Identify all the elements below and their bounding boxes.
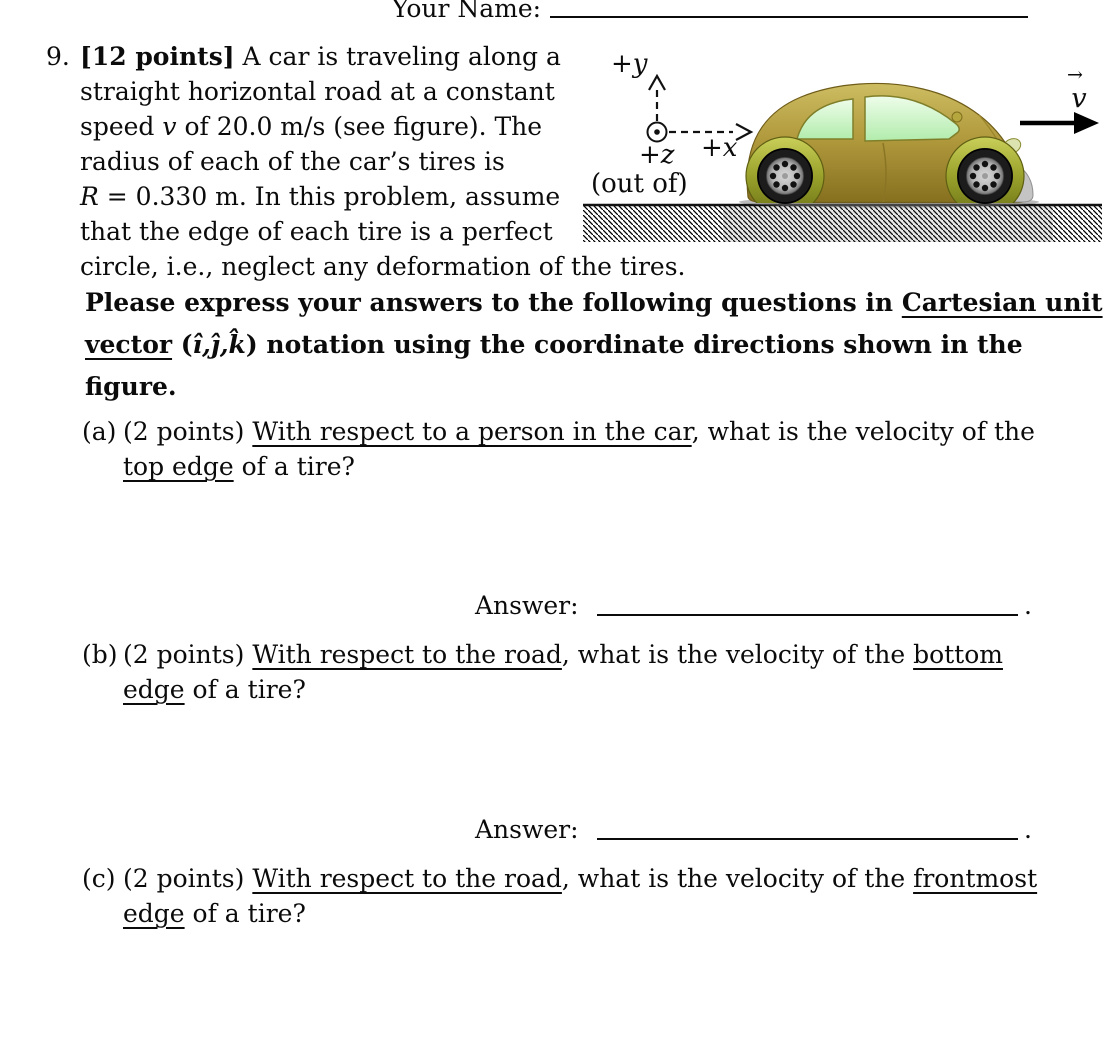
car-mirror [952, 112, 962, 122]
answer-b-period: . [1024, 815, 1032, 844]
instruction-line: Please express your answers to the following questions in Cartesian unit [85, 288, 1103, 317]
x-axis-label: +x [701, 133, 738, 163]
part-c [82, 861, 1037, 931]
part-b-line: (2 points) With respect to the road, what is the velocity of the bottom [123, 640, 1003, 669]
rear-wheel [757, 148, 813, 204]
answer-a-label: Answer: [475, 591, 579, 620]
name-label: Your Name: [392, 0, 542, 23]
problem-line: R = 0.330 m. In this problem, assume [80, 182, 561, 211]
y-axis-label: +y [611, 49, 648, 79]
problem-line: radius of each of the car’s tires is [80, 147, 505, 176]
answer-a-blank[interactable] [597, 614, 1018, 616]
front-wheel [957, 148, 1013, 204]
problem-line: that the edge of each tire is a perfect [80, 217, 553, 246]
z-out-of-page-label: (out of) [591, 169, 688, 199]
part-b-label: (b) [82, 640, 118, 669]
problem-line: [12 points] A car is traveling along a [80, 42, 561, 71]
part-b [82, 637, 1003, 707]
part-c-line: edge of a tire? [123, 899, 306, 928]
answer-a-period: . [1024, 591, 1032, 620]
velocity-vector-label [1064, 64, 1094, 114]
figure [583, 45, 1114, 244]
velocity-symbol: v [1071, 83, 1087, 114]
part-a-line: top edge of a tire? [123, 452, 355, 481]
answer-b-blank[interactable] [597, 838, 1018, 840]
problem-line: straight horizontal road at a constant [80, 77, 555, 106]
part-c-label: (c) [82, 864, 116, 893]
vector-arrow-glyph: → [1067, 64, 1083, 86]
part-a [82, 414, 1035, 484]
z-axis-dot [654, 129, 660, 135]
instruction [85, 282, 1103, 408]
part-a-line: (2 points) With respect to a person in the car, what is the velocity of the [123, 417, 1035, 446]
problem-line: circle, i.e., neglect any deformation of the tires. [80, 252, 686, 281]
problem-line: speed v of 20.0 m/s (see figure). The [80, 112, 543, 141]
z-axis-label: +z [639, 140, 675, 170]
answer-b-label: Answer: [475, 815, 579, 844]
part-c-line: (2 points) With respect to the road, what is the velocity of the frontmost [123, 864, 1038, 893]
name-blank[interactable] [550, 16, 1028, 18]
instruction-line: vector (î,ĵ,k̂) notation using the coordinate directions shown in the [85, 330, 1023, 359]
velocity-arrow [1020, 112, 1099, 134]
question-number: 9. [46, 42, 70, 71]
part-b-line: edge of a tire? [123, 675, 306, 704]
coordinate-axes [648, 76, 752, 142]
instruction-line: figure. [85, 372, 177, 401]
part-a-label: (a) [82, 417, 117, 446]
